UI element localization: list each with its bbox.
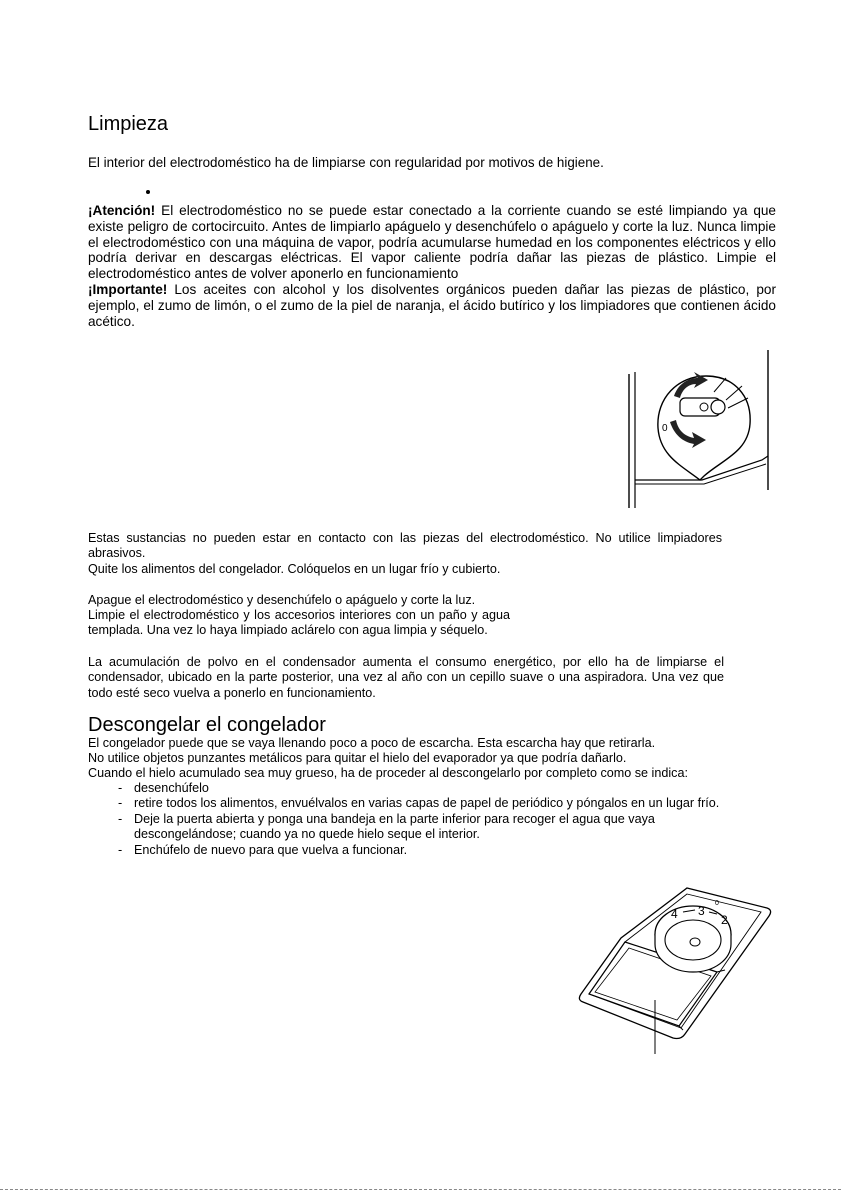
dial-label-3: 3 [698,904,705,918]
bullet-dot [146,190,150,194]
control-panel-dial-icon [575,884,775,1060]
defrost-line-3: Cuando el hielo acumulado sea muy grueso, ha de proceder al descongelarlo por completo como se indica: [88,766,688,780]
list-item: - retire todos los alimentos, envuélvalos en varias capas de papel de periódico y póngalos en un lugar frío. [118,796,720,811]
remove-food-text: Quite los alimentos del congelador. Colóquelos en un lugar frío y cubierto. [88,562,501,576]
dial-label-0: 0 [715,900,719,907]
list-item: - desenchúfelo [118,781,209,795]
important-label: ¡Importante! [88,281,168,297]
attention-label: ¡Atención! [88,203,156,218]
dial-label-4: 4 [671,907,678,921]
list-item: - Deje la puerta abierta y ponga una bandeja en la parte inferior para recoger el agua que vaya descongelándose; cuando ya no quede hielo seque el interior. [118,811,655,842]
defrost-line-1: El congelador puede que se vaya llenando poco a poco de escarcha. Esta escarcha hay que retirarla. [88,736,656,750]
knob-zero-label: 0 [662,423,668,434]
attention-paragraph [88,203,776,329]
switch-off-text: Apague el electrodoméstico y desenchúfelo o apáguelo y corte la luz. [88,593,476,607]
defrost-title: Descongelar el congelador [88,714,326,736]
defrost-steps-list [90,781,790,858]
cleaning-title: Limpieza [88,113,169,135]
attention-text: El electrodoméstico no se puede estar conectado a la corriente cuando se esté limpiando ya que existe peligro de cortocircuito. Antes de limpiarlo apáguelo y desenchúfelo o apáguelo y corte la luz. Nunca limpie el electrodoméstico con una máquina de vapor, podría acumularse humedad en los componentes eléctricos y ello podría derivar en descargas eléctricas. El vapor caliente podría dañar las piezas de plástico. Limpie el electrodoméstico antes de volver aponerlo en funcionamiento [88,203,776,282]
wash-text: Limpie el electrodoméstico y los accesorios interiores con un paño y agua templada. Una vez lo haya limpiado aclárelo con agua limpia y séquelo. [88,608,510,638]
important-text: Los aceites con alcohol y los disolventes orgánicos pueden dañar las piezas de plástico, por ejemplo, el zumo de limón, o el zumo de la piel de naranja, el ácido butírico y los limpiadores que contienen ácido acético. [88,281,776,329]
page-bottom-edge [0,1189,841,1190]
thermostat-knob-rotate-icon [622,348,774,510]
condenser-text: La acumulación de polvo en el condensador aumenta el consumo energético, por ello ha de limpiarse el condensador, ubicado en la parte posterior, una vez al año con un cepillo suave o una aspiradora. Una vez que todo esté seco vuelva a ponerlo en funcionamiento. [88,655,724,700]
list-item: - Enchúfelo de nuevo para que vuelva a funcionar. [118,842,408,857]
defrost-line-2: No utilice objetos punzantes metálicos para quitar el hielo del evaporador ya que podría dañarlo. [88,751,627,765]
cleaning-intro: El interior del electrodoméstico ha de limpiarse con regularidad por motivos de higiene. [88,155,604,170]
substances-text: Estas sustancias no pueden estar en contacto con las piezas del electrodoméstico. No utilice limpiadores abrasivos. [88,531,722,561]
dial-label-2: 2 [721,913,728,927]
